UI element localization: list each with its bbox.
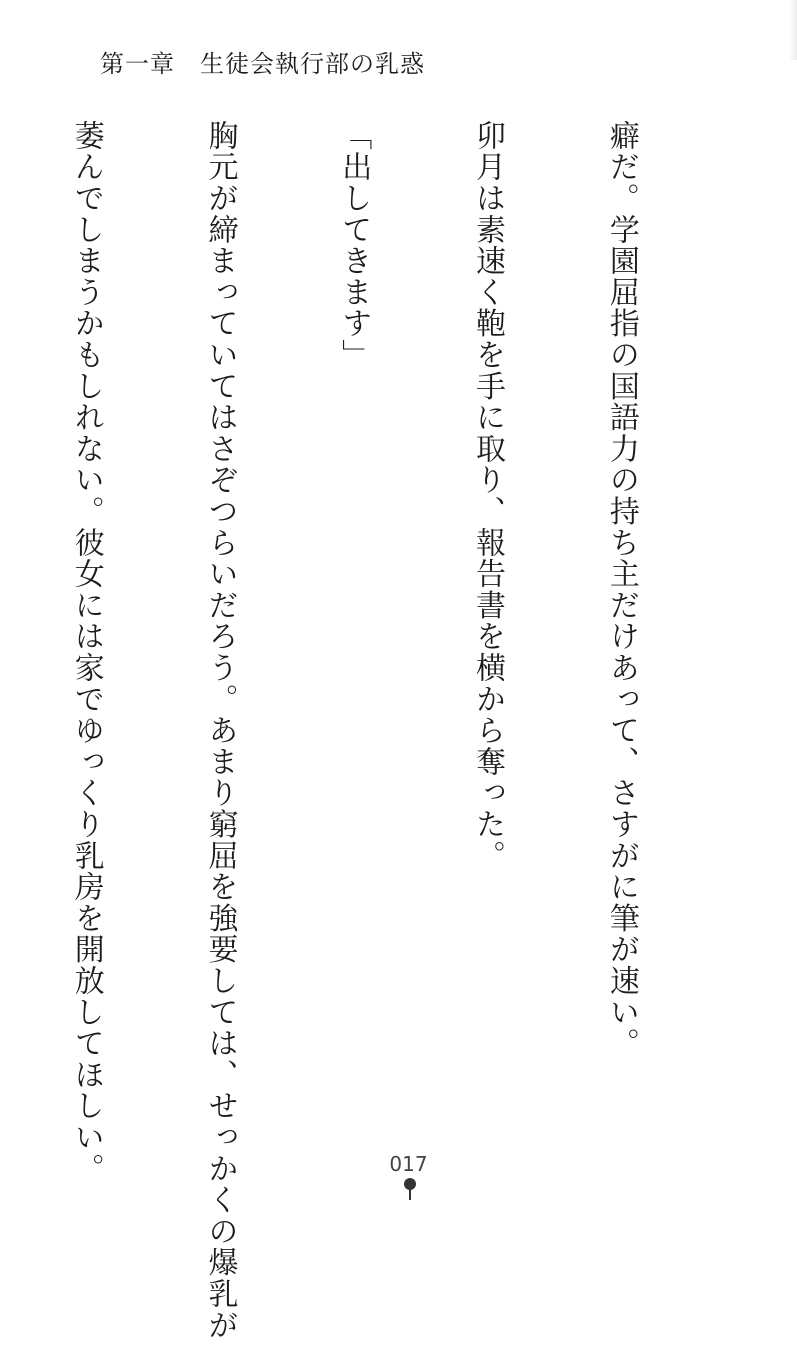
page-edge-shadow — [789, 0, 797, 60]
running-header: 第一章 生徒会執行部の乳惑 — [100, 50, 425, 78]
text-line: 卯月は素速く鞄を手に取り、報告書を横から奪った。 — [470, 120, 506, 872]
page-marker-icon — [404, 1176, 416, 1200]
text-line: 「出してきます」 — [336, 120, 372, 371]
text-line: 胸元が締まっていてはさぞつらいだろう。あまり窮屈を強要しては、せっかくの爆乳が — [202, 120, 238, 1341]
text-line: 萎んでしまうかもしれない。彼女には家でゆっくり乳房を開放してほしい。 — [68, 120, 104, 1185]
page-number: 017 — [389, 1152, 428, 1176]
page-marker-stem — [409, 1186, 411, 1200]
text-line: 癖だ。学園屈指の国語力の持ち主だけあって、さすがに筆が速い。 — [603, 120, 639, 1059]
